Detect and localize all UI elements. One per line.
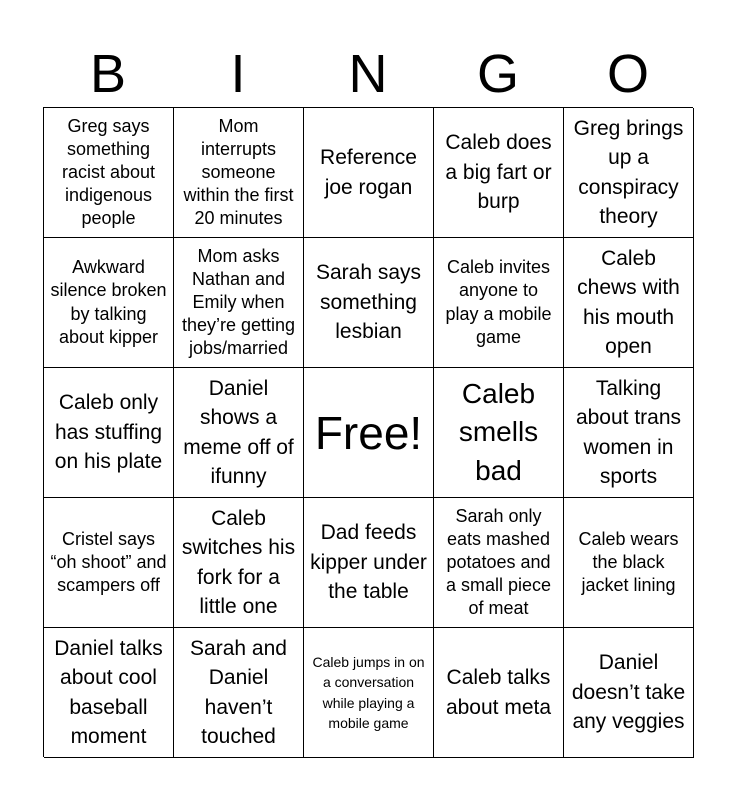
header-letter-o: O xyxy=(606,44,649,104)
bingo-cell-free[interactable] xyxy=(304,368,434,498)
free-space-label: Free! xyxy=(314,406,423,459)
bingo-cell-text: Reference joe rogan xyxy=(320,146,417,199)
bingo-cell-text: Cristel says “oh shoot” and scampers off xyxy=(50,528,167,596)
bingo-cell-text: Mom asks Nathan and Emily when they’re getting jobs/married xyxy=(181,245,296,359)
header-letter-i: I xyxy=(230,44,246,104)
bingo-cell[interactable] xyxy=(44,368,174,498)
header-letter-b: B xyxy=(89,44,127,104)
header-letter-g: G xyxy=(476,44,519,104)
bingo-cell-text: Sarah and Daniel haven’t touched xyxy=(190,636,287,748)
bingo-cell-text: Talking about trans women in sports xyxy=(575,376,682,488)
bingo-cell[interactable] xyxy=(434,108,564,238)
bingo-cell[interactable] xyxy=(174,108,304,238)
bingo-cell-text: Caleb jumps in on a conversation while playing a mobile game xyxy=(312,653,425,731)
header-letter-n: N xyxy=(348,44,388,104)
bingo-cell-text: Daniel talks about cool baseball moment xyxy=(54,636,163,748)
bingo-cell[interactable] xyxy=(564,628,694,758)
bingo-cell[interactable] xyxy=(434,238,564,368)
bingo-cell[interactable] xyxy=(564,498,694,628)
bingo-cell-text: Caleb talks about meta xyxy=(445,666,552,719)
bingo-cell-text: Daniel shows a meme off of ifunny xyxy=(183,376,294,488)
bingo-cell[interactable] xyxy=(174,238,304,368)
bingo-cell[interactable] xyxy=(44,108,174,238)
bingo-cell[interactable] xyxy=(434,628,564,758)
bingo-cell[interactable] xyxy=(44,498,174,628)
bingo-cell-text: Caleb wears the black jacket lining xyxy=(578,528,679,596)
bingo-cell[interactable] xyxy=(304,108,434,238)
bingo-cell[interactable] xyxy=(564,368,694,498)
bingo-cell[interactable] xyxy=(304,498,434,628)
bingo-cell[interactable] xyxy=(434,498,564,628)
bingo-cell-text: Caleb invites anyone to play a mobile game xyxy=(445,257,552,347)
bingo-cell-text: Awkward silence broken by talking about kipper xyxy=(50,257,167,347)
bingo-cell-text: Caleb smells bad xyxy=(458,378,539,486)
bingo-cell-text: Greg says something racist about indigenous people xyxy=(61,115,156,229)
bingo-cell[interactable] xyxy=(434,368,564,498)
bingo-cell[interactable] xyxy=(304,238,434,368)
bingo-cell-text: Caleb chews with his mouth open xyxy=(577,246,680,358)
bingo-cell-text: Daniel doesn’t take any veggies xyxy=(571,651,686,734)
bingo-cell[interactable] xyxy=(44,238,174,368)
bingo-cell-text: Mom interrupts someone within the first 20 minutes xyxy=(183,115,294,229)
bingo-cell-text: Greg brings up a conspiracy theory xyxy=(573,116,684,228)
bingo-header xyxy=(43,40,693,108)
bingo-cell-text: Caleb only has stuffing on his plate xyxy=(54,391,163,474)
bingo-cell-text: Sarah only eats mashed potatoes and a small piece of meat xyxy=(445,505,552,619)
bingo-cell[interactable] xyxy=(174,368,304,498)
bingo-cell-text: Caleb switches his fork for a little one xyxy=(181,506,296,618)
bingo-cell[interactable] xyxy=(564,108,694,238)
bingo-cell-text: Caleb does a big fart or burp xyxy=(445,131,552,214)
bingo-board xyxy=(43,107,693,757)
bingo-cell[interactable] xyxy=(174,498,304,628)
bingo-cell[interactable] xyxy=(304,628,434,758)
bingo-cell-text: Sarah says something lesbian xyxy=(315,261,422,344)
bingo-cell[interactable] xyxy=(564,238,694,368)
bingo-cell-text: Dad feeds kipper under the table xyxy=(310,521,427,604)
bingo-cell[interactable] xyxy=(174,628,304,758)
bingo-cell[interactable] xyxy=(44,628,174,758)
